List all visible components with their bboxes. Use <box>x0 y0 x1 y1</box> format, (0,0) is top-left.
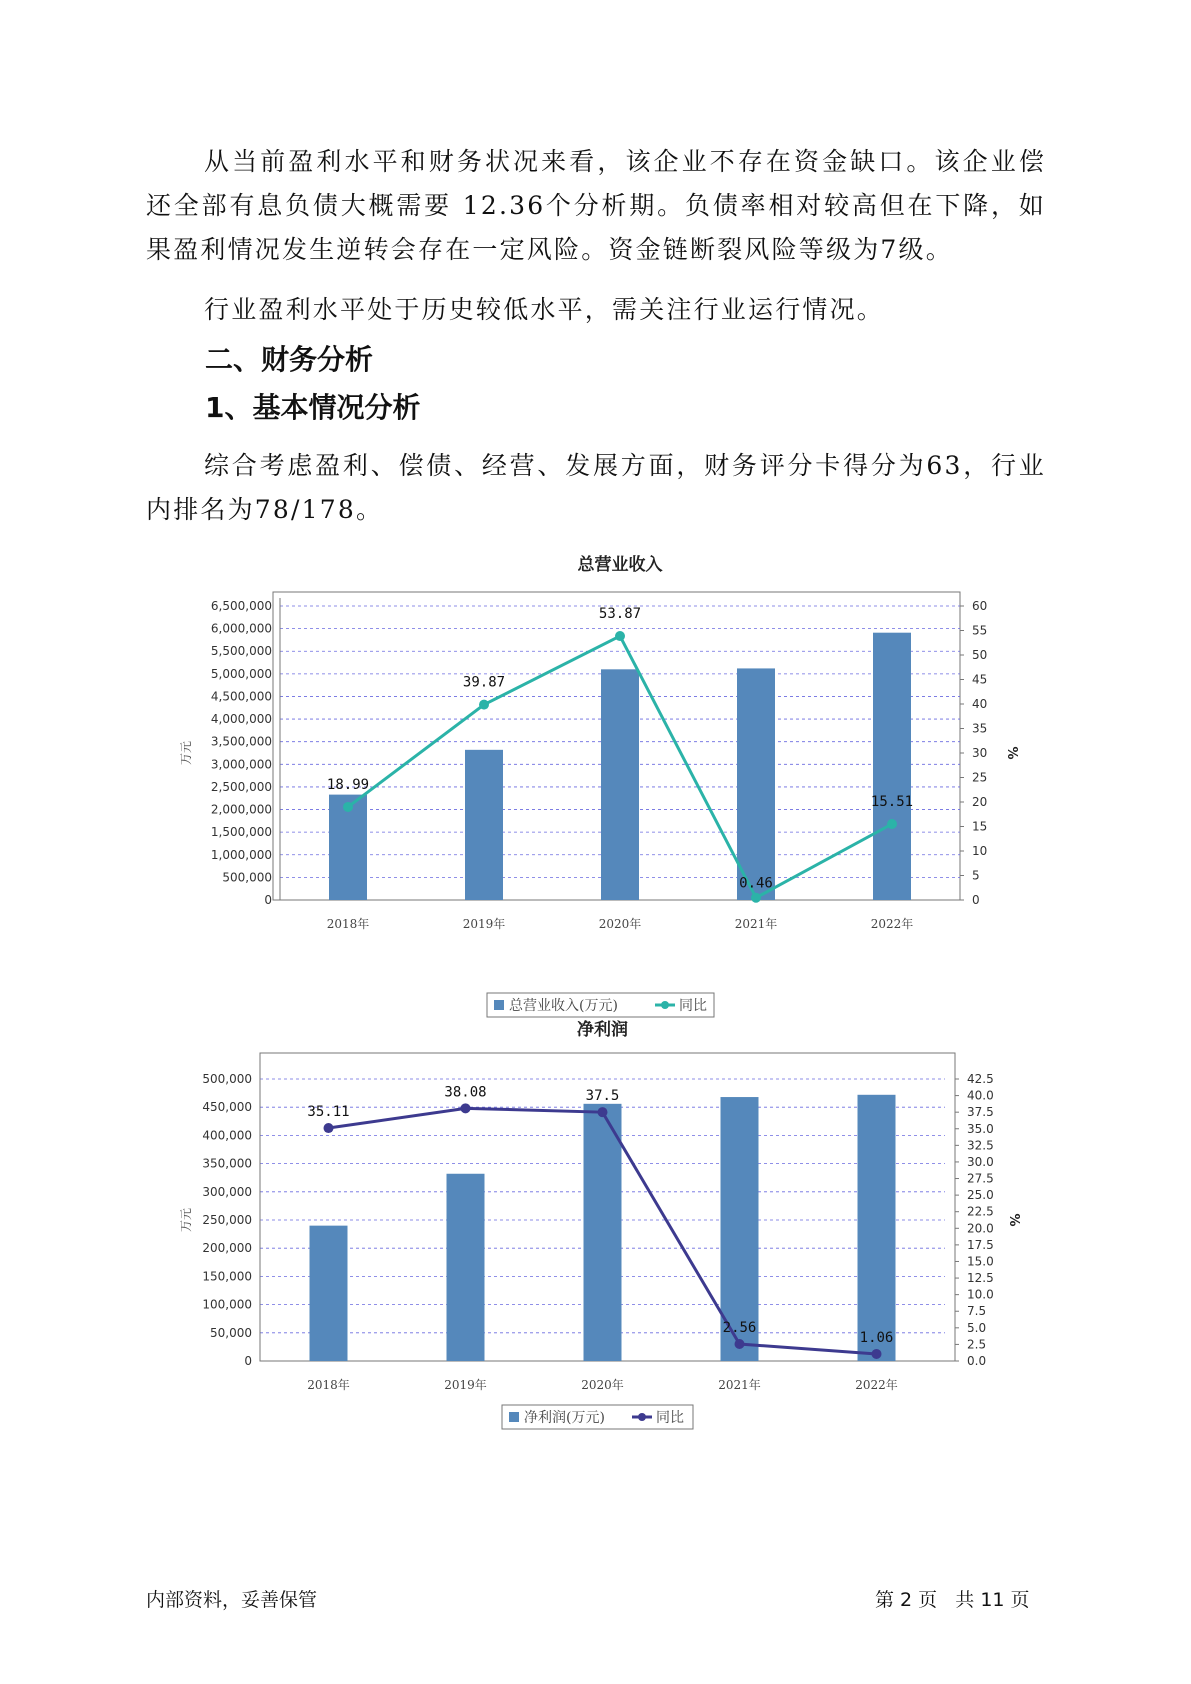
y-tick-label: 200,000 <box>202 1241 252 1256</box>
paragraph-scorecard: 综合考虑盈利、偿债、经营、发展方面，财务评分卡得分为63，行业内排名为78/178。 <box>146 451 1046 524</box>
yoy-point <box>887 819 897 829</box>
y2-tick-label: 30.0 <box>967 1154 994 1169</box>
x-tick-label: 2018年 <box>326 917 370 931</box>
y2-tick-label: 12.5 <box>967 1271 994 1286</box>
y2-tick-label: 45 <box>972 672 988 687</box>
y2-tick-label: 35.0 <box>967 1121 994 1136</box>
y-tick-label: 3,000,000 <box>210 757 272 772</box>
y-tick-label: 300,000 <box>202 1184 252 1199</box>
y2-tick-label: 50 <box>972 648 988 662</box>
data-label: 0.46 <box>739 875 773 892</box>
bar <box>465 750 503 900</box>
y-tick-label: 1,500,000 <box>210 825 272 840</box>
y-axis-label: 万元 <box>179 1207 193 1233</box>
y-tick-label: 250,000 <box>202 1213 252 1227</box>
bar <box>601 669 639 900</box>
legend-label-line: 同比 <box>679 998 707 1014</box>
yoy-point <box>872 1349 882 1359</box>
y2-axis-label: % <box>1006 1213 1021 1227</box>
y2-tick-label: 32.5 <box>967 1138 994 1153</box>
y-tick-label: 100,000 <box>202 1297 252 1312</box>
y2-tick-label: 37.5 <box>967 1105 994 1120</box>
yoy-point <box>735 1339 745 1349</box>
y-tick-label: 0 <box>264 893 272 907</box>
legend-label-bars: 总营业收入(万元) <box>509 998 618 1014</box>
y2-tick-label: 7.5 <box>967 1304 987 1319</box>
x-tick-label: 2020年 <box>581 1378 624 1392</box>
x-tick-label: 2020年 <box>598 917 642 931</box>
section-heading-basic-analysis: 1、基本情况分析 <box>205 391 421 424</box>
data-label: 18.99 <box>326 776 370 793</box>
x-tick-label: 2022年 <box>855 1378 898 1392</box>
net-profit-chart-svg <box>0 1015 1191 1535</box>
paragraph-funding-analysis: 从当前盈利水平和财务状况来看，该企业不存在资金缺口。该企业偿还全部有息负债大概需要 12.36个分析期。负债率相对较高但在下降，如果盈利情况发生逆转会存在一定风险。资金链断裂风险等级为7级。 <box>146 147 1046 264</box>
y2-tick-label: 10 <box>972 844 988 858</box>
legend-label-line: 同比 <box>656 1410 684 1426</box>
y2-tick-label: 10.0 <box>967 1287 994 1302</box>
section-heading-financial-analysis: 二、财务分析 <box>205 343 374 376</box>
bar <box>310 1226 348 1361</box>
y-tick-label: 2,000,000 <box>210 802 272 817</box>
y2-tick-label: 25.0 <box>967 1188 994 1203</box>
legend-swatch-dot <box>638 1413 646 1421</box>
x-tick-label: 2018年 <box>307 1378 350 1392</box>
footer-page-number: 第 2 页 共 11 页 <box>875 1589 1030 1611</box>
y-tick-label: 0 <box>244 1354 252 1368</box>
y2-tick-label: 20 <box>972 795 988 809</box>
y2-tick-label: 0.0 <box>967 1354 987 1368</box>
yoy-point <box>615 631 625 641</box>
y2-tick-label: 30 <box>972 746 988 760</box>
bar <box>858 1095 896 1361</box>
y-tick-label: 500,000 <box>202 1072 252 1086</box>
y2-tick-label: 15.0 <box>967 1254 994 1269</box>
y2-tick-label: 27.5 <box>967 1171 994 1186</box>
bar <box>584 1104 622 1361</box>
y-tick-label: 4,000,000 <box>210 712 272 727</box>
bar <box>870 633 914 900</box>
x-tick-label: 2019年 <box>462 917 506 931</box>
data-label: 37.5 <box>585 1088 620 1105</box>
x-tick-label: 2021年 <box>718 1378 761 1392</box>
y-tick-label: 350,000 <box>202 1156 252 1171</box>
data-label: 1.06 <box>859 1329 894 1346</box>
bar <box>447 1174 485 1361</box>
yoy-point <box>479 700 489 710</box>
yoy-point <box>461 1103 471 1113</box>
paragraph-industry-profit: 行业盈利水平处于历史较低水平，需关注行业运行情况。 <box>204 295 885 324</box>
y-axis-label: 万元 <box>179 740 193 766</box>
y2-tick-label: 25 <box>972 770 988 785</box>
legend-swatch-bars <box>509 1412 519 1422</box>
chart-title: 净利润 <box>577 1020 628 1040</box>
y2-tick-label: 42.5 <box>967 1072 994 1086</box>
data-label: 39.87 <box>462 674 506 691</box>
y2-tick-label: 60 <box>972 599 988 613</box>
x-tick-label: 2019年 <box>444 1378 487 1392</box>
x-tick-label: 2021年 <box>734 917 778 931</box>
legend-label-bars: 净利润(万元) <box>524 1410 605 1426</box>
data-label: 53.87 <box>598 606 642 623</box>
bar <box>737 668 775 900</box>
y2-tick-label: 20.0 <box>967 1221 994 1236</box>
yoy-point <box>324 1123 334 1133</box>
y2-tick-label: 5 <box>972 868 980 883</box>
legend-swatch-dot <box>661 1001 669 1009</box>
y2-tick-label: 5.0 <box>967 1320 987 1335</box>
y2-tick-label: 35 <box>972 721 988 736</box>
yoy-point <box>343 802 353 812</box>
y2-axis-label: % <box>1004 746 1019 760</box>
y-tick-label: 150,000 <box>202 1269 252 1284</box>
y2-tick-label: 40 <box>972 697 988 711</box>
data-label: 15.51 <box>870 794 914 811</box>
y2-tick-label: 22.5 <box>967 1204 994 1219</box>
y-tick-label: 2,500,000 <box>210 779 272 794</box>
y-tick-label: 400,000 <box>202 1128 252 1143</box>
y-tick-label: 6,000,000 <box>210 621 272 636</box>
yoy-point <box>598 1107 608 1117</box>
y2-tick-label: 55 <box>972 623 988 638</box>
chart-title: 总营业收入 <box>577 555 663 575</box>
y2-tick-label: 15 <box>972 819 988 834</box>
revenue-chart <box>0 550 1191 1050</box>
y2-tick-label: 40.0 <box>967 1088 994 1103</box>
y-tick-label: 3,500,000 <box>210 734 272 749</box>
y-tick-label: 50,000 <box>210 1325 252 1340</box>
x-tick-label: 2022年 <box>870 917 914 931</box>
y-tick-label: 1,000,000 <box>210 847 272 862</box>
y2-tick-label: 0 <box>972 893 980 907</box>
data-label: 38.08 <box>444 1084 487 1101</box>
y-tick-label: 4,500,000 <box>210 689 272 704</box>
data-label: 2.56 <box>722 1320 757 1337</box>
y-tick-label: 5,500,000 <box>210 644 272 659</box>
data-label: 35.11 <box>307 1104 350 1121</box>
legend-swatch-bars <box>494 1000 504 1010</box>
yoy-point <box>751 893 761 903</box>
footer-confidential: 内部资料，妥善保管 <box>146 1589 318 1611</box>
y-tick-label: 5,000,000 <box>210 666 272 681</box>
net-profit-chart <box>0 1015 1191 1535</box>
revenue-chart-svg <box>0 550 1191 1050</box>
y-tick-label: 500,000 <box>222 870 272 885</box>
y-tick-label: 450,000 <box>202 1100 252 1115</box>
y2-tick-label: 17.5 <box>967 1237 994 1252</box>
y2-tick-label: 2.5 <box>967 1337 987 1352</box>
y-tick-label: 6,500,000 <box>210 599 272 613</box>
